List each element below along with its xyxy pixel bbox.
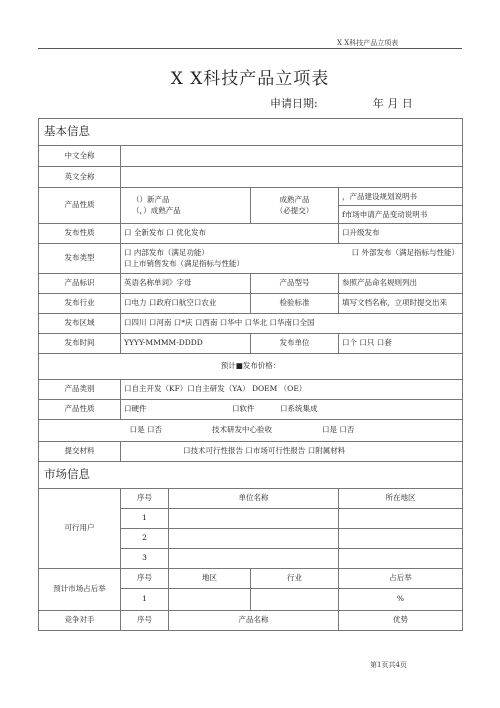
pub-nature-label: 发布性质 bbox=[39, 224, 121, 244]
acceptance-yes-no-1[interactable]: 口是 口否 bbox=[129, 425, 162, 435]
users-row-unit[interactable] bbox=[169, 509, 339, 529]
model-value[interactable]: 参照产品命名规则列出 bbox=[339, 274, 463, 294]
acceptance-row bbox=[39, 420, 463, 442]
users-row-no: 2 bbox=[121, 529, 169, 549]
category-label: 产品类别 bbox=[39, 380, 121, 400]
share-col-share: 占后举 bbox=[339, 569, 463, 589]
acceptance-label: 技术研发中心验收 bbox=[212, 425, 272, 435]
form-table bbox=[38, 118, 463, 631]
industry-options[interactable]: 口电力 口政府口航空口农业 bbox=[121, 294, 251, 314]
share-row-industry[interactable] bbox=[251, 589, 339, 611]
share-col-industry: 行业 bbox=[251, 569, 339, 589]
doc-plan-spec: ，产品建设规划说明书 bbox=[339, 188, 462, 206]
industry-label: 发布行业 bbox=[39, 294, 121, 314]
external-release-option[interactable]: 口 外部发布（满足指标与性能） bbox=[351, 248, 459, 258]
pub-time-label: 发布时间 bbox=[39, 334, 121, 354]
apply-date-label: 申请日期: bbox=[270, 97, 318, 110]
mature-docs-label bbox=[251, 188, 339, 224]
pub-unit-label: 发布单位 bbox=[251, 334, 339, 354]
share-row-pct[interactable]: % bbox=[339, 589, 463, 611]
product-id-value[interactable]: 英语名称单词》字母 bbox=[121, 274, 251, 294]
project-form bbox=[38, 118, 462, 631]
competitor-col-name: 产品名称 bbox=[169, 611, 339, 631]
quality-label: 产品性质 bbox=[39, 400, 121, 420]
region-label: 发布区域 bbox=[39, 314, 121, 334]
pub-type-label: 发布类型 bbox=[39, 244, 121, 274]
region-options[interactable]: 口四川 口河南 口*庆 口西南 口华中 口华北 口华南口全国 bbox=[121, 314, 463, 334]
competitor-col-adv: 优势 bbox=[339, 611, 463, 631]
users-row-region[interactable] bbox=[339, 549, 463, 569]
page-footer: 第1页共4页 bbox=[370, 661, 407, 669]
pub-type-options[interactable] bbox=[121, 244, 463, 274]
must-submit-label: （必提交） bbox=[275, 205, 314, 215]
users-row-no: 3 bbox=[121, 549, 169, 569]
category-options[interactable]: 口自主开发（KF）口自主研发（YA） DOEM （OE） bbox=[121, 380, 463, 400]
software-option[interactable]: 口软件 bbox=[232, 404, 255, 414]
materials-options[interactable]: 口技术可行性报告 口市场可行性报告 口附属材料 bbox=[121, 442, 463, 462]
section-basic-info: 基本信息 bbox=[39, 119, 463, 146]
running-header: X X科技产品立项表 bbox=[337, 39, 399, 47]
quality-options[interactable] bbox=[121, 400, 463, 420]
users-row-unit[interactable] bbox=[169, 529, 339, 549]
share-col-no: 序号 bbox=[121, 569, 169, 589]
share-row-region[interactable] bbox=[169, 589, 251, 611]
competitor-col-no: 序号 bbox=[121, 611, 169, 631]
standard-value[interactable]: 填写文档名称，立项时提交出来 bbox=[339, 294, 463, 314]
users-row-region[interactable] bbox=[339, 509, 463, 529]
users-label: 可行用户 bbox=[39, 489, 121, 569]
required-docs bbox=[339, 188, 463, 224]
page-title: X X科技产品立项表 bbox=[170, 69, 330, 89]
internal-release-option[interactable]: 口 内部发布（满足功能） bbox=[124, 248, 209, 258]
users-col-no: 序号 bbox=[121, 489, 169, 509]
upgrade-option[interactable]: 口升级发布 bbox=[339, 224, 463, 244]
market-release-option[interactable]: 口上市销售发布（满足指标与性能） bbox=[124, 258, 244, 268]
section-market-info: 市场信息 bbox=[39, 462, 463, 489]
new-product-option[interactable]: （）新产品 bbox=[132, 195, 170, 205]
users-col-region: 所在地区 bbox=[339, 489, 463, 509]
system-integration-option[interactable]: 口系统集成 bbox=[280, 404, 318, 414]
share-label: 预计市场占后举 bbox=[39, 569, 121, 611]
doc-change-spec: f市场申请产品变动说明书 bbox=[342, 210, 428, 219]
pub-time-value[interactable]: YYYY-MMMM-DDDD bbox=[121, 334, 251, 354]
users-row-unit[interactable] bbox=[169, 549, 339, 569]
nature-label: 产品性质 bbox=[39, 188, 121, 224]
acceptance-yes-no-2[interactable]: 口是 口否 bbox=[322, 425, 355, 435]
en-name-field[interactable] bbox=[121, 167, 463, 188]
mature-product-option[interactable]: （，）成熟产品 bbox=[132, 205, 181, 215]
hardware-option[interactable]: 口硬件 bbox=[124, 404, 147, 414]
cn-name-label: 中文全称 bbox=[39, 146, 121, 167]
en-name-label: 英文全称 bbox=[39, 167, 121, 188]
share-col-region: 地区 bbox=[169, 569, 251, 589]
product-id-label: 产品标识 bbox=[39, 274, 121, 294]
mature-label: 成熟产品 bbox=[279, 195, 310, 205]
competitor-label: 竞争对手 bbox=[39, 611, 121, 631]
users-row-no: 1 bbox=[121, 509, 169, 529]
pub-unit-options[interactable]: 口个 口只 口套 bbox=[339, 334, 463, 354]
pub-nature-options[interactable]: 口 全新发布 口 优化发布 bbox=[121, 224, 339, 244]
expected-price[interactable]: 预计■发布价格： bbox=[39, 354, 463, 380]
users-col-unit: 单位名称 bbox=[169, 489, 339, 509]
apply-date-row bbox=[270, 95, 413, 111]
nature-options[interactable] bbox=[121, 188, 251, 224]
apply-date-value[interactable]: 年 月 日 bbox=[372, 97, 413, 110]
header-rule bbox=[38, 48, 462, 49]
users-row-region[interactable] bbox=[339, 529, 463, 549]
standard-label: 检验标准 bbox=[251, 294, 339, 314]
share-row-no: 1 bbox=[121, 589, 169, 611]
cn-name-field[interactable] bbox=[121, 146, 463, 167]
materials-label: 提交材料 bbox=[39, 442, 121, 462]
model-label: 产品型号 bbox=[251, 274, 339, 294]
